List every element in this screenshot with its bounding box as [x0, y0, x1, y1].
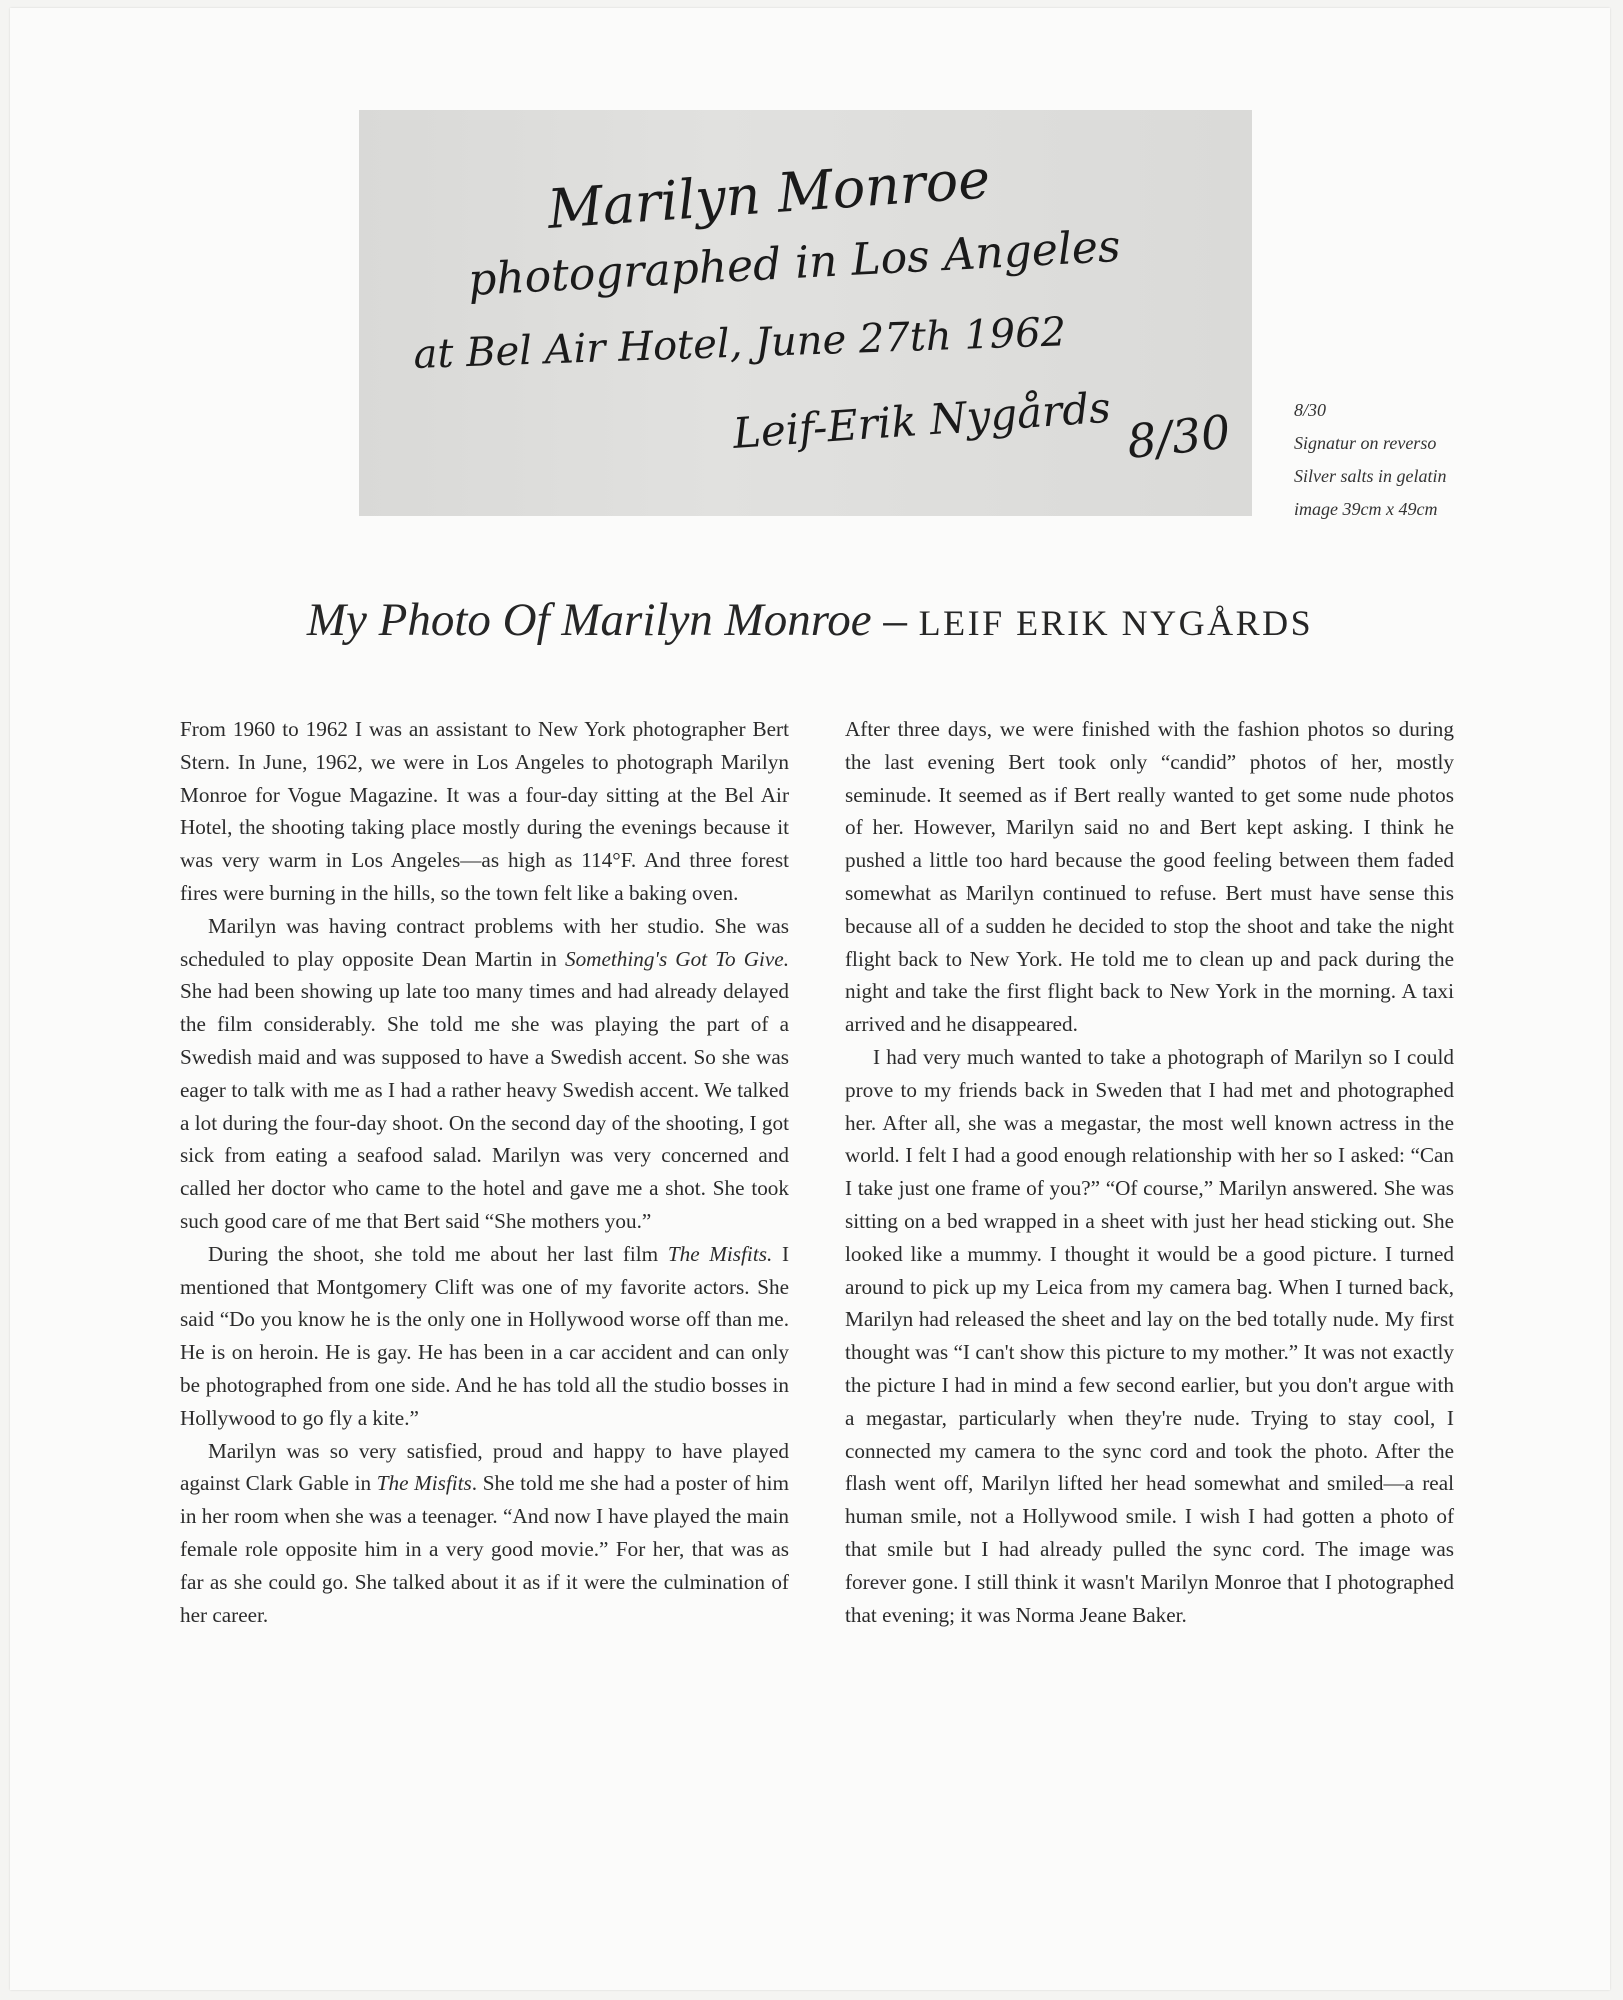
inscription-edition: 8/30 [1124, 404, 1233, 469]
film-title: Something's Got To Give. [564, 946, 789, 971]
inscription-line-2: photographed in Los Angeles [466, 220, 1122, 306]
paragraph: From 1960 to 1962 I was an assistant to New York photographer Bert Stern. In June, 1962, we were in Los Angeles to photograph Marilyn Monroe for Vogue Magazine. It was a four-day sitting at the Bel Air Hotel, the shooting taking place mostly during the evenings because it was very warm in Los Angeles—as high as 114°F. And three forest fires were burning in the hills, so the town felt like a baking oven. [180, 717, 789, 905]
title-main: My Photo Of Marilyn Monroe [306, 594, 872, 646]
paragraph: Marilyn was having contract problems with her studio. She was scheduled to play opposite Dean Martin in Something's Got To Give. She had been showing up late too many times and had already delayed the film considerably. She told me she was playing the part of a Swedish maid and was supposed to have a Swedish accent. So she was eager to talk with me as I had a rather heavy Swedish accent. We talked a lot during the four-day shoot. On the second day of the shooting, I got sick from eating a seafood salad. Marilyn was very concerned and called her doctor who came to the hotel and gave me a shot. She took such good care of me that Bert said “She mothers you.” [180, 913, 789, 1233]
caption-medium: Silver salts in gelatin [1294, 466, 1447, 486]
paragraph: During the shoot, she told me about her last film The Misfits. I mentioned that Montgomery Clift was one of my favorite actors. She said “Do you know he is the only one in Hollywood worse off than me. He is on heroin. He is gay. He has been in a car accident and can only be photographed from one side. And he has told all the studio bosses in Hollywood to go fly a kite.” [180, 1241, 789, 1430]
caption-size: image 39cm x 49cm [1294, 499, 1438, 519]
document-page [10, 8, 1610, 1990]
inscription-line-1: Marilyn Monroe [545, 147, 992, 241]
caption-edition: 8/30 [1294, 400, 1327, 420]
paragraph: I had very much wanted to take a photograph of Marilyn so I could prove to my friends back in Sweden that I had met and photographed her. After all, she was a megastar, the most well known actress in the world. I felt I had a good enough relationship with her so I asked: “Can I take just one frame of you?” “Of course,” Marilyn answered. She was sitting on a bed wrapped in a sheet with just her head sticking out. She looked like a mummy. I thought it would be a good picture. I turned around to pick up my Leica from my camera bag. When I turned back, Marilyn had released the sheet and lay on the bed totally nude. My first thought was “I can't show this picture to my mother.” It was not exactly the picture I had in mind a few second earlier, but you don't argue with a megastar, particularly when they're nude. Trying to stay cool, I connected my camera to the sync cord and took the photo. After the flash went off, Marilyn lifted her head somewhat and smiled—a real human smile, not a Hollywood smile. I wish I had gotten a photo of that smile but I had already pulled the sync cord. The image was forever gone. I still think it wasn't Marilyn Monroe that I photographed that evening; it was Norma Jeane Baker. [845, 1044, 1454, 1627]
caption-signature-note: Signatur on reverso [1294, 433, 1437, 453]
handwritten-inscription-image [359, 110, 1252, 516]
article-column-left [180, 713, 789, 1631]
paragraph: After three days, we were finished with the fashion photos so during the last evening Bert took only “candid” photos of her, mostly seminude. It seemed as if Bert really wanted to get some nude photos of her. However, Marilyn said no and Bert kept asking. I think he pushed a little too hard because the good feeling between them faded somewhat as Marilyn continued to refuse. Bert must have sense this because all of a sudden he decided to stop the shoot and take the night flight back to New York. He told me to clean up and pack during the night and take the first flight back to New York in the morning. A taxi arrived and he disappeared. [845, 717, 1454, 1037]
title-author: LEIF ERIK NYGÅRDS [918, 603, 1314, 643]
film-title: The Misfits [376, 1471, 472, 1496]
paragraph: Marilyn was so very satisfied, proud and happy to have played against Clark Gable in The Misfits. She told me she had a poster of him in her room when she was a teenager. “And now I have played the main female role opposite him in a very good movie.” For her, that was as far as she could go. She talked about it as if it were the culmination of her career. [180, 1438, 790, 1627]
inscription-signature: Leif-Erik Nygårds [731, 382, 1113, 458]
inscription-line-3: at Bel Air Hotel, June 27th 1962 [412, 309, 1067, 378]
article-column-right [845, 713, 1454, 1631]
photo-caption [1294, 394, 1494, 526]
title-separator: – [871, 594, 919, 646]
film-title: The Misfits. [667, 1241, 773, 1266]
article-title [160, 593, 1460, 647]
photo-reverse-inscription [359, 110, 1252, 516]
